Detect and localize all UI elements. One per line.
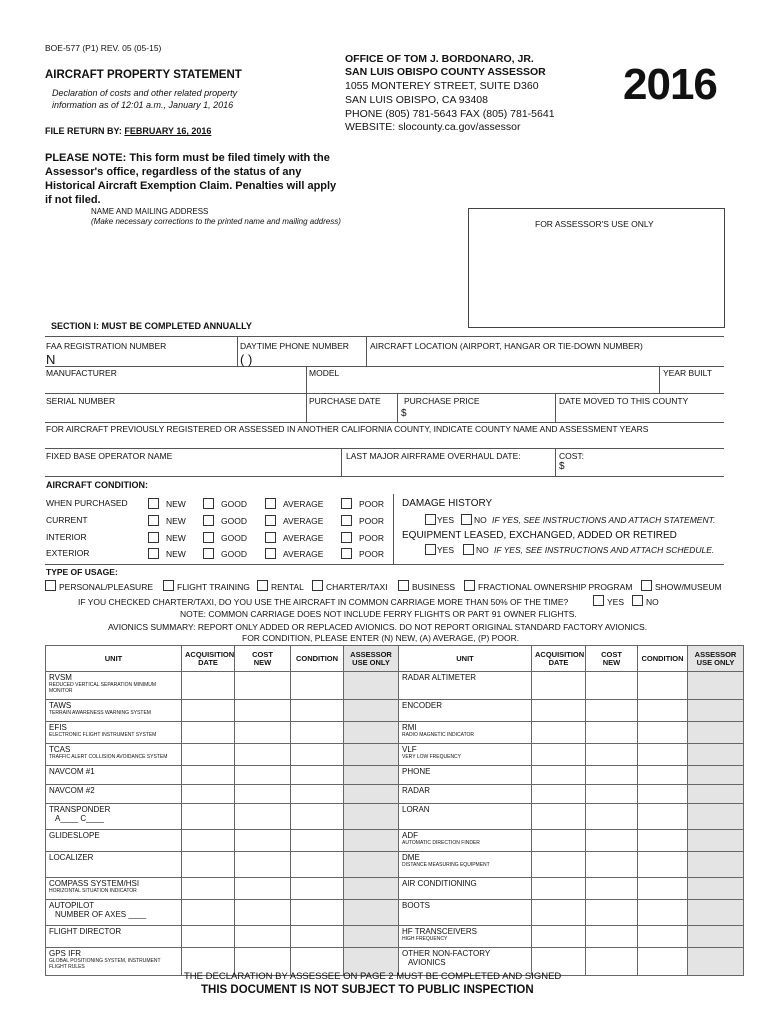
condition-cell[interactable]: [291, 785, 344, 804]
cond-checkbox[interactable]: [265, 532, 276, 543]
date-moved-input[interactable]: [559, 406, 721, 420]
damage-title: DAMAGE HISTORY: [402, 498, 493, 509]
cond-option-new: NEW: [166, 533, 186, 543]
table-row: [46, 804, 744, 830]
avionics-unit-right: DME DISTANCE MEASURING EQUIPMENT: [399, 852, 532, 878]
notice-line2: Assessor's office, regardless of the status of any: [45, 166, 302, 178]
avionics-unit-left: EFIS ELECTRONIC FLIGHT INSTRUMENT SYSTEM: [46, 722, 182, 744]
condition-cell[interactable]: [291, 830, 344, 852]
file-return-label: FILE RETURN BY:: [45, 126, 122, 136]
cond-checkbox[interactable]: [203, 498, 214, 509]
avionics-unit-right: RADAR ALTIMETER: [399, 672, 532, 700]
usage-option: RENTAL: [271, 582, 304, 592]
model-input[interactable]: [309, 378, 655, 391]
avionics-unit-right: LORAN: [399, 804, 532, 830]
form-year: 2016: [623, 60, 717, 109]
cost-new-cell[interactable]: [235, 722, 291, 744]
assessor-use-cell: [344, 830, 399, 852]
acquisition-date-cell[interactable]: [182, 700, 235, 722]
avionics-unit-right: ENCODER: [399, 700, 532, 722]
common-carriage-note: NOTE: COMMON CARRIAGE DOES NOT INCLUDE FERRY FLIGHTS OR PART 91 OWNER FLIGHTS.: [180, 609, 577, 619]
condition-cell[interactable]: [638, 926, 688, 948]
col-acquisition: ACQUISITION DATE: [182, 646, 235, 672]
usage-checkbox[interactable]: [45, 580, 56, 591]
condition-cell[interactable]: [638, 830, 688, 852]
acquisition-date-cell[interactable]: [182, 785, 235, 804]
assessor-use-cell: [688, 948, 744, 976]
cond-checkbox[interactable]: [265, 548, 276, 559]
usage-option: SHOW/MUSEUM: [655, 582, 722, 592]
assessor-use-cell: [344, 744, 399, 766]
col-cost-new: COST NEW: [586, 646, 638, 672]
faa-reg-label: FAA REGISTRATION NUMBER: [46, 341, 167, 351]
daytime-phone-input[interactable]: [290, 350, 362, 364]
col-unit: UNIT: [46, 646, 182, 672]
cond-checkbox[interactable]: [148, 532, 159, 543]
condition-cell[interactable]: [638, 804, 688, 830]
avionics-summary-1: AVIONICS SUMMARY: REPORT ONLY ADDED OR REPLACED AVIONICS. DO NOT REPORT ORIGINAL STANDARD FACTORY AVIONICS.: [108, 622, 648, 632]
equipment-no-checkbox[interactable]: [463, 544, 474, 555]
avionics-unit-left: RVSM REDUCED VERTICAL SEPARATION MINIMUM MONITOR: [46, 672, 182, 700]
cond-option-poor: POOR: [359, 533, 385, 543]
condition-cell[interactable]: [291, 926, 344, 948]
last-overhaul-input[interactable]: [346, 461, 552, 474]
damage-no-checkbox[interactable]: [461, 514, 472, 525]
name-address-note: (Make necessary corrections to the printed name and mailing address): [91, 217, 341, 226]
avionics-summary-2: FOR CONDITION, PLEASE ENTER (N) NEW, (A) AVERAGE, (P) POOR.: [242, 633, 520, 643]
condition-cell[interactable]: [291, 672, 344, 700]
condition-cell[interactable]: [291, 900, 344, 926]
usage-checkbox[interactable]: [641, 580, 652, 591]
cost-new-cell[interactable]: [586, 878, 638, 900]
purchase-price-dollar: $: [401, 408, 407, 419]
usage-option: BUSINESS: [412, 582, 455, 592]
footer-declaration: THE DECLARATION BY ASSESSEE ON PAGE 2 MUST BE COMPLETED AND SIGNED: [184, 971, 562, 982]
assessor-use-cell: [344, 852, 399, 878]
cost-new-cell[interactable]: [586, 672, 638, 700]
form-code: BOE-577 (P1) REV. 05 (05-15): [45, 43, 162, 53]
avionics-unit-left: TCAS TRAFFIC ALERT COLLISION AVOIDANCE SYSTEM: [46, 744, 182, 766]
usage-option: FRACTIONAL OWNERSHIP PROGRAM: [478, 582, 633, 592]
assessor-use-cell: [344, 722, 399, 744]
charter-no-checkbox[interactable]: [632, 595, 643, 606]
cost-new-cell[interactable]: [586, 744, 638, 766]
condition-cell[interactable]: [291, 700, 344, 722]
assessor-use-cell: [688, 700, 744, 722]
purchase-price-label: PURCHASE PRICE: [404, 396, 480, 406]
acquisition-date-cell[interactable]: [182, 804, 235, 830]
cost-new-cell[interactable]: [235, 700, 291, 722]
avionics-unit-right: RADAR: [399, 785, 532, 804]
assessor-use-cell: [344, 766, 399, 785]
equipment-yes-label: YES: [437, 545, 455, 555]
damage-yes-label: YES: [437, 515, 455, 525]
manufacturer-input[interactable]: [46, 378, 302, 391]
acquisition-date-cell[interactable]: [532, 744, 586, 766]
cost-new-cell[interactable]: [235, 852, 291, 878]
assessor-use-cell: [688, 672, 744, 700]
cond-checkbox[interactable]: [203, 532, 214, 543]
assessor-use-cell: [688, 878, 744, 900]
cost-new-cell[interactable]: [586, 926, 638, 948]
cost-new-cell[interactable]: [235, 744, 291, 766]
cond-option-average: AVERAGE: [283, 516, 324, 526]
cost-new-cell[interactable]: [235, 900, 291, 926]
cond-option-poor: POOR: [359, 516, 385, 526]
cost-new-cell[interactable]: [235, 785, 291, 804]
table-row: [46, 852, 744, 878]
table-row: [46, 744, 744, 766]
office-address1: 1055 MONTEREY STREET, SUITE D360: [345, 80, 539, 92]
condition-cell[interactable]: [638, 722, 688, 744]
aircraft-location-label: AIRCRAFT LOCATION (AIRPORT, HANGAR OR TIE-DOWN NUMBER): [370, 341, 643, 351]
last-overhaul-label: LAST MAJOR AIRFRAME OVERHAUL DATE:: [346, 451, 521, 461]
avionics-unit-right: BOOTS: [399, 900, 532, 926]
condition-cell[interactable]: [638, 744, 688, 766]
prev-registered-label: FOR AIRCRAFT PREVIOUSLY REGISTERED OR ASSESSED IN ANOTHER CALIFORNIA COUNTY, INDICATE COUNTY NAME AND ASSESSMENT YEARS: [46, 424, 649, 434]
acquisition-date-cell[interactable]: [182, 672, 235, 700]
table-row: [46, 830, 744, 852]
condition-cell[interactable]: [638, 878, 688, 900]
manufacturer-label: MANUFACTURER: [46, 368, 117, 378]
cost-new-cell[interactable]: [586, 830, 638, 852]
assessor-use-cell: [688, 852, 744, 878]
avionics-unit-left: GLIDESLOPE: [46, 830, 182, 852]
usage-checkbox[interactable]: [312, 580, 323, 591]
assessor-use-cell: [688, 900, 744, 926]
usage-checkbox[interactable]: [163, 580, 174, 591]
avionics-unit-left: LOCALIZER: [46, 852, 182, 878]
equipment-title: EQUIPMENT LEASED, EXCHANGED, ADDED OR RETIRED: [402, 530, 677, 541]
acquisition-date-cell[interactable]: [532, 672, 586, 700]
assessor-use-cell: [344, 878, 399, 900]
faa-reg-input[interactable]: [58, 350, 233, 364]
cond-checkbox[interactable]: [341, 515, 352, 526]
avionics-unit-right: AIR CONDITIONING: [399, 878, 532, 900]
cond-row-label: EXTERIOR: [46, 548, 90, 558]
cond-option-average: AVERAGE: [283, 499, 324, 509]
avionics-unit-right: HF TRANSCEIVERS HIGH FREQUENCY: [399, 926, 532, 948]
cond-row-label: CURRENT: [46, 515, 88, 525]
table-row: [46, 878, 744, 900]
assessor-use-cell: [688, 722, 744, 744]
acquisition-date-cell[interactable]: [532, 766, 586, 785]
office-website: WEBSITE: slocounty.ca.gov/assessor: [345, 121, 521, 133]
cost-new-cell[interactable]: [235, 830, 291, 852]
cond-option-good: GOOD: [221, 499, 247, 509]
avionics-unit-left: NAVCOM #1: [46, 766, 182, 785]
fbo-label: FIXED BASE OPERATOR NAME: [46, 451, 173, 461]
notice-line4: if not filed.: [45, 194, 101, 206]
subtitle-line1: Declaration of costs and other related property: [52, 88, 238, 98]
table-row: [46, 785, 744, 804]
acquisition-date-cell[interactable]: [532, 722, 586, 744]
condition-cell[interactable]: [291, 852, 344, 878]
cost-new-cell[interactable]: [586, 766, 638, 785]
condition-cell[interactable]: [638, 852, 688, 878]
footer-public-inspection: THIS DOCUMENT IS NOT SUBJECT TO PUBLIC INSPECTION: [201, 984, 534, 996]
cond-option-new: NEW: [166, 516, 186, 526]
acquisition-date-cell[interactable]: [182, 878, 235, 900]
fbo-input[interactable]: [46, 461, 338, 474]
assessor-use-cell: [688, 804, 744, 830]
usage-option: CHARTER/TAXI: [326, 582, 388, 592]
condition-cell[interactable]: [638, 766, 688, 785]
cost-new-cell[interactable]: [235, 878, 291, 900]
assessor-use-cell: [344, 926, 399, 948]
cond-row-label: WHEN PURCHASED: [46, 498, 128, 508]
cond-option-poor: POOR: [359, 549, 385, 559]
col-condition: CONDITION: [291, 646, 344, 672]
avionics-unit-left: GPS IFR GLOBAL POSITIONING SYSTEM, INSTRUMENT FLIGHT RULES: [46, 948, 182, 976]
charter-question: IF YOU CHECKED CHARTER/TAXI, DO YOU USE THE AIRCRAFT IN COMMON CARRIAGE MORE THAN 50% OF THE TIME?: [78, 597, 569, 607]
usage-checkbox[interactable]: [398, 580, 409, 591]
serial-number-label: SERIAL NUMBER: [46, 396, 116, 406]
year-built-input[interactable]: [663, 378, 721, 391]
date-moved-label: DATE MOVED TO THIS COUNTY: [559, 396, 689, 406]
damage-no-label: NO: [474, 515, 487, 525]
cond-option-poor: POOR: [359, 499, 385, 509]
cond-checkbox[interactable]: [203, 548, 214, 559]
assessor-use-cell: [688, 830, 744, 852]
cond-option-new: NEW: [166, 549, 186, 559]
serial-number-input[interactable]: [46, 406, 302, 420]
purchase-date-input[interactable]: [309, 406, 394, 420]
usage-option: PERSONAL/PLEASURE: [59, 582, 154, 592]
acquisition-date-cell[interactable]: [182, 900, 235, 926]
charter-no-label: NO: [646, 597, 659, 607]
avionics-unit-left: TRANSPONDER A____ C____: [46, 804, 182, 830]
acquisition-date-cell[interactable]: [532, 700, 586, 722]
acquisition-date-cell[interactable]: [182, 766, 235, 785]
equipment-no-label: NO: [476, 545, 489, 555]
condition-cell[interactable]: [291, 744, 344, 766]
equipment-yes-checkbox[interactable]: [425, 544, 436, 555]
cond-checkbox[interactable]: [148, 515, 159, 526]
avionics-unit-left: AUTOPILOT NUMBER OF AXES ____: [46, 900, 182, 926]
acquisition-date-cell[interactable]: [532, 804, 586, 830]
acquisition-date-cell[interactable]: [182, 852, 235, 878]
cond-checkbox[interactable]: [265, 515, 276, 526]
purchase-date-label: PURCHASE DATE: [309, 396, 381, 406]
cond-checkbox[interactable]: [148, 548, 159, 559]
year-built-label: YEAR BUILT: [663, 368, 712, 378]
cond-checkbox[interactable]: [265, 498, 276, 509]
damage-instruction: IF YES, SEE INSTRUCTIONS AND ATTACH STATEMENT.: [492, 515, 716, 525]
avionics-unit-right: PHONE: [399, 766, 532, 785]
col-acquisition: ACQUISITION DATE: [532, 646, 586, 672]
assessor-use-cell: [344, 672, 399, 700]
condition-cell[interactable]: [638, 900, 688, 926]
table-row: [46, 766, 744, 785]
cost-new-cell[interactable]: [586, 948, 638, 976]
cond-option-average: AVERAGE: [283, 533, 324, 543]
assessor-use-cell: [688, 766, 744, 785]
acquisition-date-cell[interactable]: [182, 926, 235, 948]
cost-new-cell[interactable]: [586, 804, 638, 830]
usage-checkbox[interactable]: [257, 580, 268, 591]
avionics-table: [45, 645, 744, 976]
cond-option-average: AVERAGE: [283, 549, 324, 559]
office-line2: SAN LUIS OBISPO COUNTY ASSESSOR: [345, 66, 546, 78]
acquisition-date-cell[interactable]: [182, 722, 235, 744]
cost-new-cell[interactable]: [235, 672, 291, 700]
cost-new-cell[interactable]: [586, 722, 638, 744]
cond-checkbox[interactable]: [341, 548, 352, 559]
cost-input[interactable]: [568, 461, 721, 474]
assessor-use-cell: [344, 700, 399, 722]
cond-checkbox[interactable]: [341, 532, 352, 543]
assessor-use-cell: [344, 900, 399, 926]
assessor-use-label: FOR ASSESSOR'S USE ONLY: [535, 219, 654, 229]
equipment-instruction: IF YES, SEE INSTRUCTIONS AND ATTACH SCHEDULE.: [494, 545, 715, 555]
usage-checkbox[interactable]: [464, 580, 475, 591]
cost-label: COST:: [559, 451, 585, 461]
avionics-unit-left: NAVCOM #2: [46, 785, 182, 804]
assessor-use-cell: [344, 804, 399, 830]
charter-yes-label: YES: [607, 597, 625, 607]
condition-cell[interactable]: [291, 766, 344, 785]
cond-row-label: INTERIOR: [46, 532, 87, 542]
table-row: [46, 722, 744, 744]
table-row: [46, 672, 744, 700]
table-row: [46, 900, 744, 926]
form-title: AIRCRAFT PROPERTY STATEMENT: [45, 69, 242, 81]
condition-title: AIRCRAFT CONDITION:: [46, 480, 148, 490]
cond-checkbox[interactable]: [341, 498, 352, 509]
cost-new-cell[interactable]: [586, 852, 638, 878]
damage-yes-checkbox[interactable]: [425, 514, 436, 525]
cond-option-good: GOOD: [221, 549, 247, 559]
acquisition-date-cell[interactable]: [532, 830, 586, 852]
assessor-use-cell: [688, 744, 744, 766]
avionics-unit-left: COMPASS SYSTEM/HSI HORIZONTAL SITUATION INDICATOR: [46, 878, 182, 900]
cost-new-cell[interactable]: [235, 926, 291, 948]
acquisition-date-cell[interactable]: [532, 900, 586, 926]
avionics-unit-right: OTHER NON-FACTORY AVIONICS: [399, 948, 532, 976]
acquisition-date-cell[interactable]: [182, 744, 235, 766]
cost-new-cell[interactable]: [235, 766, 291, 785]
avionics-unit-right: RMI RADIO MAGNETIC INDICATOR: [399, 722, 532, 744]
condition-cell[interactable]: [291, 722, 344, 744]
col-assessor: ASSESSOR USE ONLY: [688, 646, 744, 672]
avionics-unit-left: TAWS TERRAIN AWARENESS WARNING SYSTEM: [46, 700, 182, 722]
acquisition-date-cell[interactable]: [532, 878, 586, 900]
avionics-unit-right: VLF VERY LOW FREQUENCY: [399, 744, 532, 766]
cond-option-new: NEW: [166, 499, 186, 509]
col-cost-new: COST NEW: [235, 646, 291, 672]
name-address-label: NAME AND MAILING ADDRESS: [91, 207, 209, 216]
cost-new-cell[interactable]: [235, 804, 291, 830]
condition-cell[interactable]: [291, 804, 344, 830]
col-unit: UNIT: [399, 646, 532, 672]
avionics-unit-left: FLIGHT DIRECTOR: [46, 926, 182, 948]
cond-checkbox[interactable]: [203, 515, 214, 526]
model-label: MODEL: [309, 368, 340, 378]
cond-option-good: GOOD: [221, 533, 247, 543]
cost-dollar: $: [559, 461, 565, 472]
phone-parens: ( ): [240, 352, 253, 367]
daytime-phone-label: DAYTIME PHONE NUMBER: [240, 341, 349, 351]
condition-cell[interactable]: [638, 785, 688, 804]
file-return-by: [45, 126, 211, 136]
assessor-use-cell: [688, 785, 744, 804]
assessor-use-cell: [344, 785, 399, 804]
cond-checkbox[interactable]: [148, 498, 159, 509]
office-phone: PHONE (805) 781-5643 FAX (805) 781-5641: [345, 108, 555, 120]
office-line1: OFFICE OF TOM J. BORDONARO, JR.: [345, 53, 534, 65]
cost-new-cell[interactable]: [586, 785, 638, 804]
prev-registered-input[interactable]: [46, 434, 721, 446]
purchase-price-input[interactable]: [410, 406, 552, 420]
table-row: [46, 926, 744, 948]
condition-cell[interactable]: [638, 948, 688, 976]
usage-title: TYPE OF USAGE:: [46, 567, 118, 577]
col-assessor: ASSESSOR USE ONLY: [344, 646, 399, 672]
charter-yes-checkbox[interactable]: [593, 595, 604, 606]
assessor-use-cell: [688, 926, 744, 948]
notice-line3: Historical Aircraft Exemption Claim. Penalties will apply: [45, 180, 337, 192]
acquisition-date-cell[interactable]: [182, 830, 235, 852]
subtitle-line2: information as of 12:01 a.m., January 1, 2016: [52, 100, 234, 110]
faa-reg-prefix: N: [46, 352, 56, 367]
notice-line1: PLEASE NOTE: This form must be filed timely with the: [45, 152, 330, 164]
table-row: [46, 700, 744, 722]
avionics-unit-right: ADF AUTOMATIC DIRECTION FINDER: [399, 830, 532, 852]
section1-title: SECTION I: MUST BE COMPLETED ANNUALLY: [51, 321, 252, 331]
condition-cell[interactable]: [638, 672, 688, 700]
acquisition-date-cell[interactable]: [532, 926, 586, 948]
aircraft-location-input[interactable]: [370, 350, 720, 364]
cond-option-good: GOOD: [221, 516, 247, 526]
acquisition-date-cell[interactable]: [532, 852, 586, 878]
col-condition: CONDITION: [638, 646, 688, 672]
acquisition-date-cell[interactable]: [532, 785, 586, 804]
office-address2: SAN LUIS OBISPO, CA 93408: [345, 94, 488, 106]
usage-option: FLIGHT TRAINING: [177, 582, 250, 592]
cost-new-cell[interactable]: [586, 900, 638, 926]
condition-cell[interactable]: [638, 700, 688, 722]
condition-cell[interactable]: [291, 878, 344, 900]
file-return-date: FEBRUARY 16, 2016: [124, 126, 212, 136]
cost-new-cell[interactable]: [586, 700, 638, 722]
